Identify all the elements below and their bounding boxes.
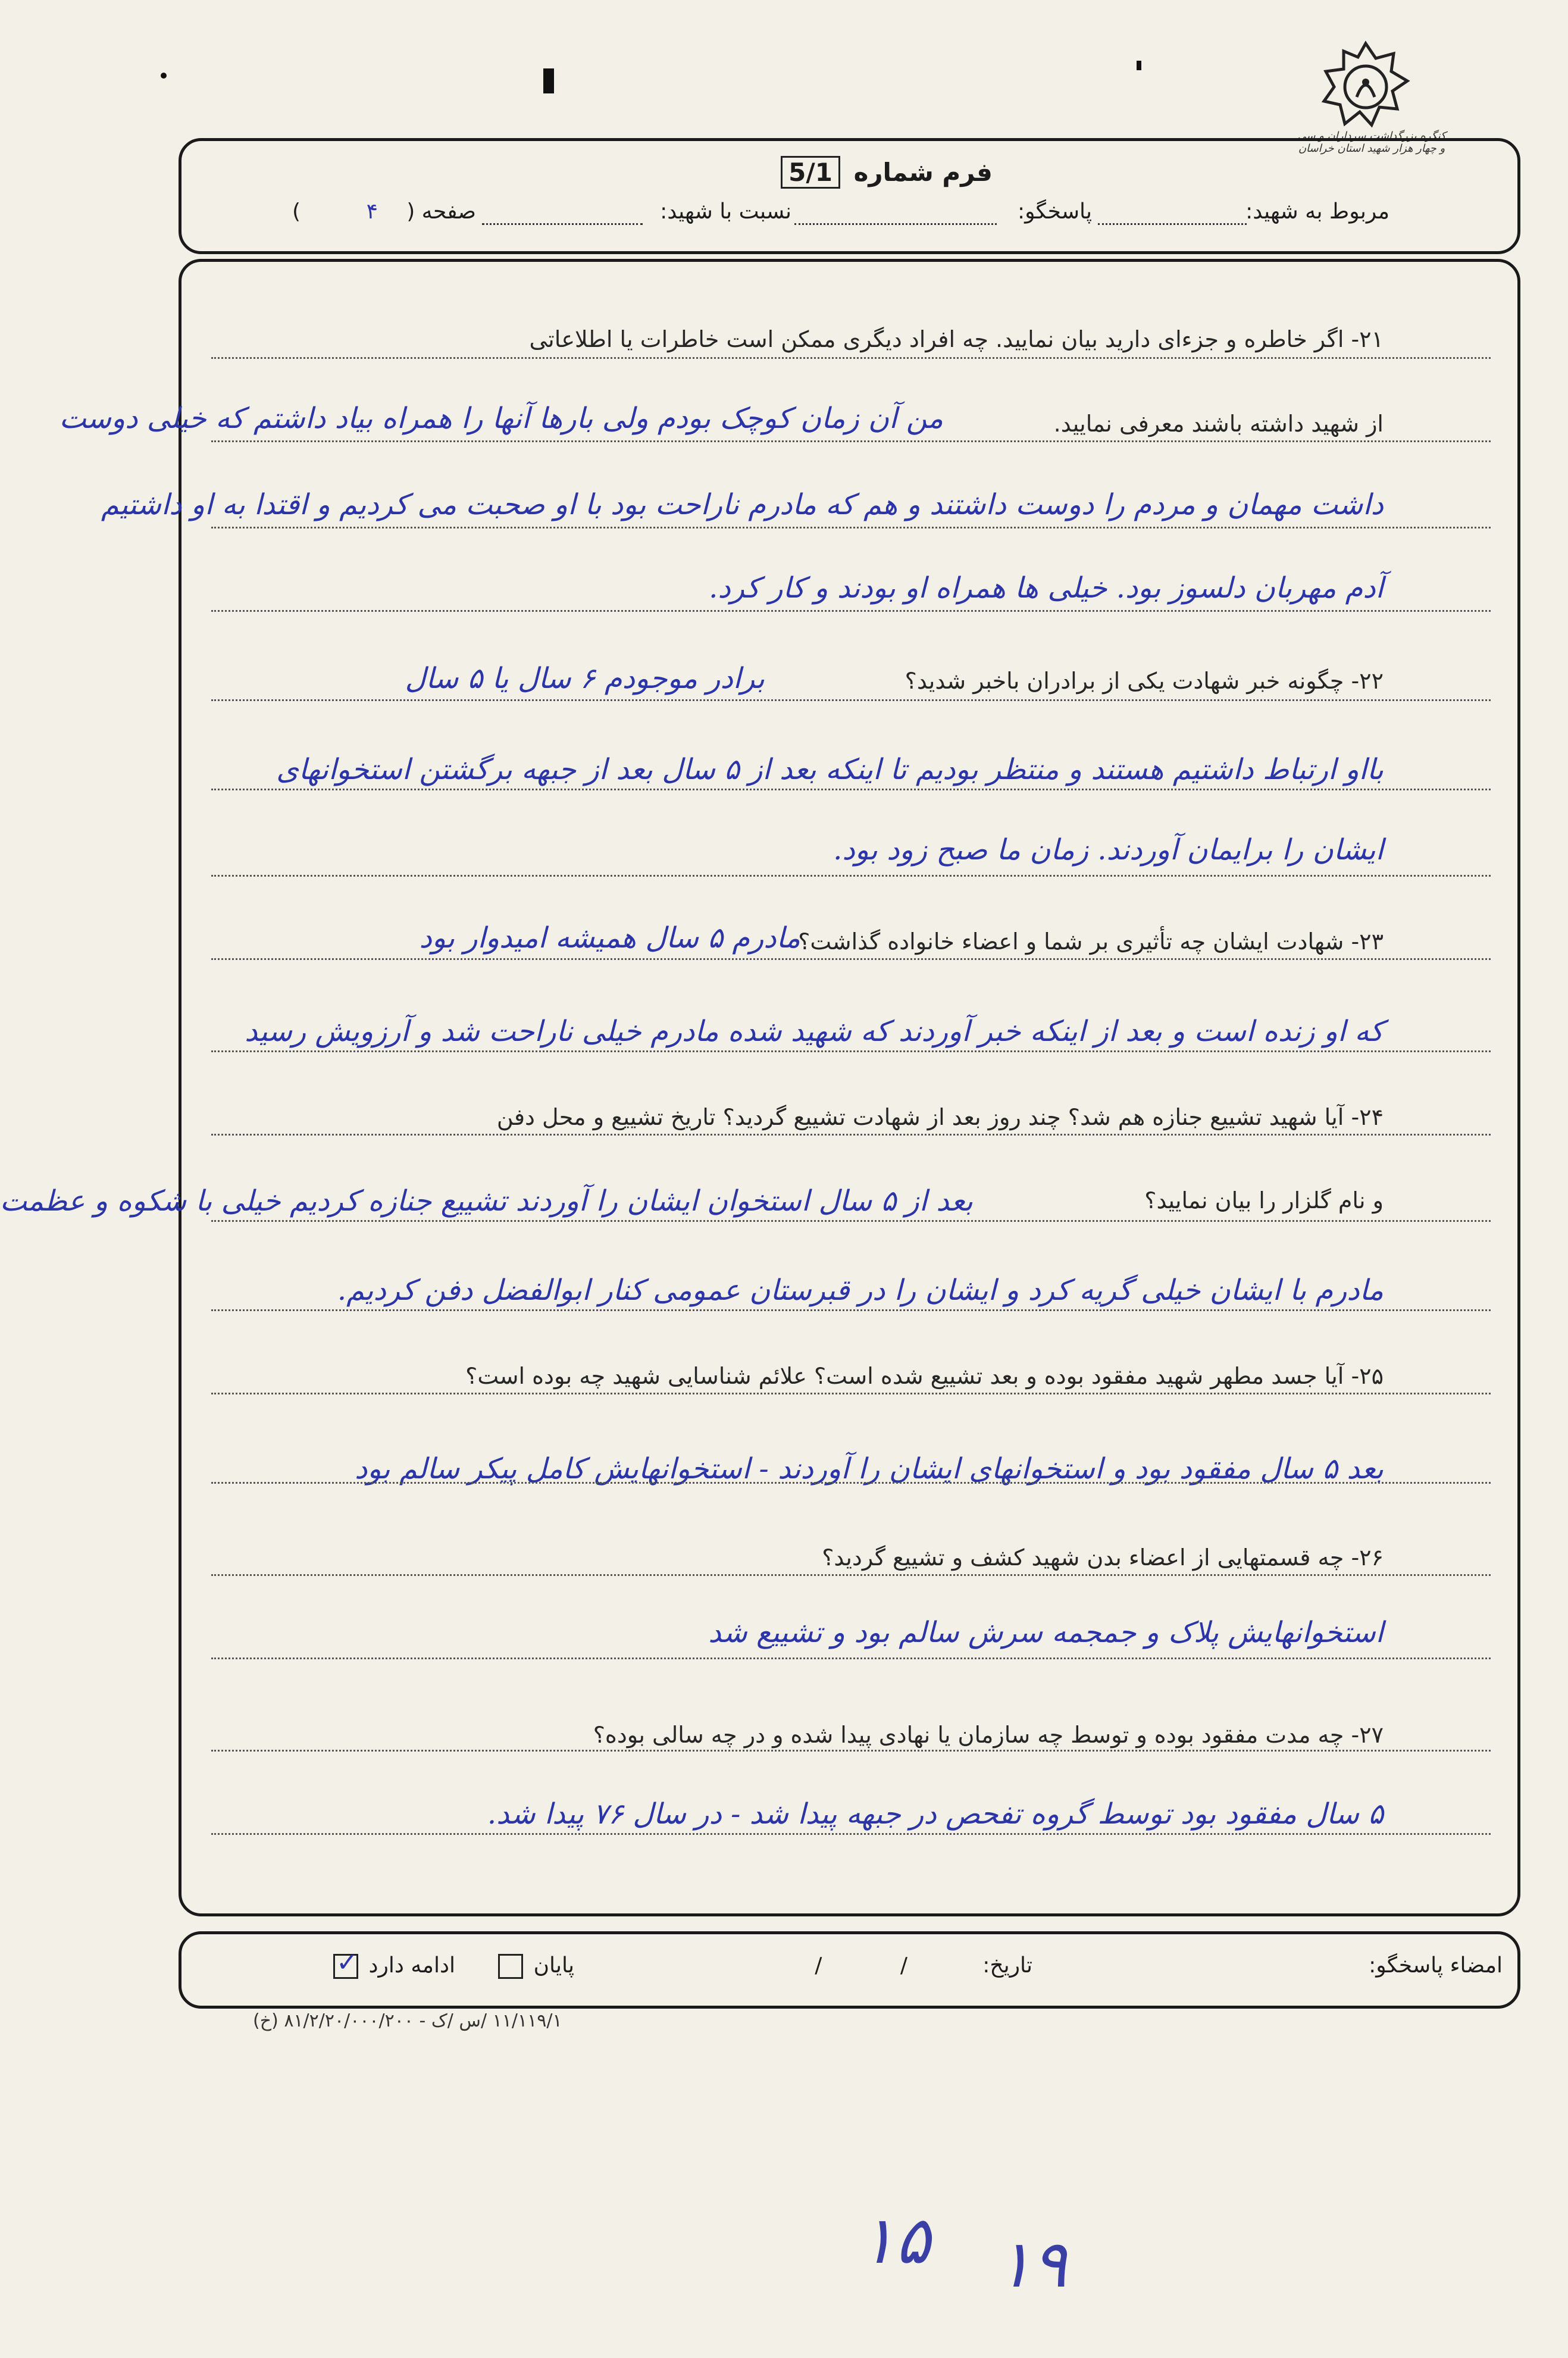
header-fields [205,199,1389,235]
answer-23-line-2[interactable]: که او زنده است و بعد از اینکه خبر آوردند که شهید شده مادرم خیلی ناراحت شد و آرزویش رسید [245,1015,1384,1048]
continue-label: ادامه دارد [368,1953,455,1978]
page-number-a: ۱۵ [860,2202,931,2278]
answer-22-line-3[interactable]: ایشان را برایمان آوردند. زمان ما صبح زود بود. [833,833,1384,867]
answer-25-line-1[interactable]: بعد ۵ سال مفقود بود و استخوانهای ایشان را آوردند - استخوانهایش کامل پیکر سالم بود [355,1452,1384,1486]
rule [211,1750,1491,1752]
answer-26-line-1[interactable]: استخوانهایش پلاک و جمجمه سرش سالم بود و تشییع شد [708,1616,1384,1649]
form-title [747,156,1026,189]
rule [211,357,1491,359]
logo-caption: کنگره بزرگداشت سرداران و سی و چهار هزار شهید استان خراسان [1297,130,1446,155]
continue-checkbox[interactable] [333,1954,358,1979]
rule [211,1309,1491,1311]
answer-22-line-2[interactable]: بااو ارتباط داشتیم هستند و منتظر بودیم تا اینکه بعد از ۵ سال بعد از جبهه برگشتن استخوانهای [276,753,1384,786]
rule [211,1833,1491,1835]
scan-mark [161,73,167,79]
rule [211,958,1491,960]
rule [211,1574,1491,1576]
page-value: ۴ [366,199,378,224]
answer-22-line-1[interactable]: برادر موجودم ۶ سال یا ۵ سال [405,662,765,695]
scan-mark [1137,61,1141,70]
form-label: فرم شماره [853,158,993,187]
relation-field[interactable] [482,223,643,225]
answer-24-line-2[interactable]: مادرم با ایشان خیلی گریه کرد و ایشان را در قبرستان عمومی کنار ابوالفضل دفن کردیم. [337,1274,1384,1307]
question-21-cont: از شهید داشته باشند معرفی نمایید. [1053,411,1384,437]
rule [211,610,1491,612]
rule [211,1220,1491,1222]
answer-21-line-3[interactable]: آدم مهربان دلسوز بود. خیلی ها همراه او بودند و کار کرد. [709,571,1384,605]
question-24-cont: و نام گلزار را بیان نمایید؟ [1144,1187,1384,1214]
page-close: ) [292,199,301,224]
form-code: ۱۱/۱۱۹/۱ /س /ک - ۸۱/۲/۲۰/۰۰۰/۲۰۰ (خ) [253,2010,562,2031]
date-value[interactable]: / / [815,1953,943,1978]
respondent-field[interactable] [794,223,997,225]
question-27: ۲۷- چه مدت مفقود بوده و توسط چه سازمان یا نهادی پیدا شده و در چه سالی بوده؟ [593,1722,1384,1748]
rule [211,1050,1491,1052]
answer-27-line-1[interactable]: ۵ سال مفقود بود توسط گروه تفحص در جبهه پیدا شد - در سال ۷۶ پیدا شد. [487,1797,1384,1831]
rule [211,789,1491,790]
question-21: ۲۱- اگر خاطره و جزء‌ای دارید بیان نمایید. چه افراد دیگری ممکن است خاطرات یا اطلاعاتی [529,326,1384,352]
rule [211,440,1491,442]
scan-mark [543,68,554,93]
rule [211,1393,1491,1394]
question-26: ۲۶- چه قسمتهایی از اعضاء بدن شهید کشف و تشییع گردید؟ [822,1544,1384,1571]
emblem-logo [1321,40,1410,130]
rule [211,875,1491,877]
page-number-b: ۱۹ [997,2226,1068,2302]
rule [211,1658,1491,1659]
form-number: 5/1 [781,156,840,189]
respondent-label: پاسخگو: [1018,199,1092,224]
relation-label: نسبت با شهید: [660,199,791,224]
question-22: ۲۲- چگونه خبر شهادت یکی از برادران باخبر شدید؟ [905,668,1384,694]
rule [211,1134,1491,1136]
date-label: تاریخ: [982,1953,1032,1978]
end-label: پایان [533,1953,574,1978]
end-checkbox[interactable] [498,1954,523,1979]
end-option[interactable] [495,1953,574,1979]
related-label: مربوط به شهید: [1245,199,1389,224]
question-25: ۲۵- آیا جسد مطهر شهید مفقود بوده و بعد تشییع شده است؟ علائم شناسایی شهید چه بوده است؟ [465,1363,1384,1389]
rule [211,527,1491,528]
rule [211,1482,1491,1484]
answer-21-line-1[interactable]: من آن زمان کوچک بودم ولی بارها آنها را همراه بیاد داشتم که خیلی دوست [59,402,943,435]
answer-23-line-1[interactable]: مادرم ۵ سال همیشه امیدوار بود [419,921,800,955]
answer-21-line-2[interactable]: داشت مهمان و مردم را دوست داشتند و هم که مادرم ناراحت بود با او صحبت می کردیم و اقتدا به او داشتیم [101,488,1384,521]
rule [211,699,1491,701]
page-label: صفحه ( [406,199,476,224]
continue-option[interactable] [330,1953,455,1979]
related-field[interactable] [1098,223,1247,225]
answer-24-line-1[interactable]: بعد از ۵ سال استخوان ایشان را آوردند تشییع جنازه کردیم خیلی با شکوه و عظمت [0,1184,973,1218]
signature-label: امضاء پاسخگو: [1369,1953,1503,1978]
question-23: ۲۳- شهادت ایشان چه تأثیری بر شما و اعضاء خانواده گذاشت؟ [798,928,1384,955]
question-24: ۲۴- آیا شهید تشییع جنازه هم شد؟ چند روز بعد از شهادت تشییع گردید؟ تاریخ تشییع و محل دفن [496,1104,1384,1130]
